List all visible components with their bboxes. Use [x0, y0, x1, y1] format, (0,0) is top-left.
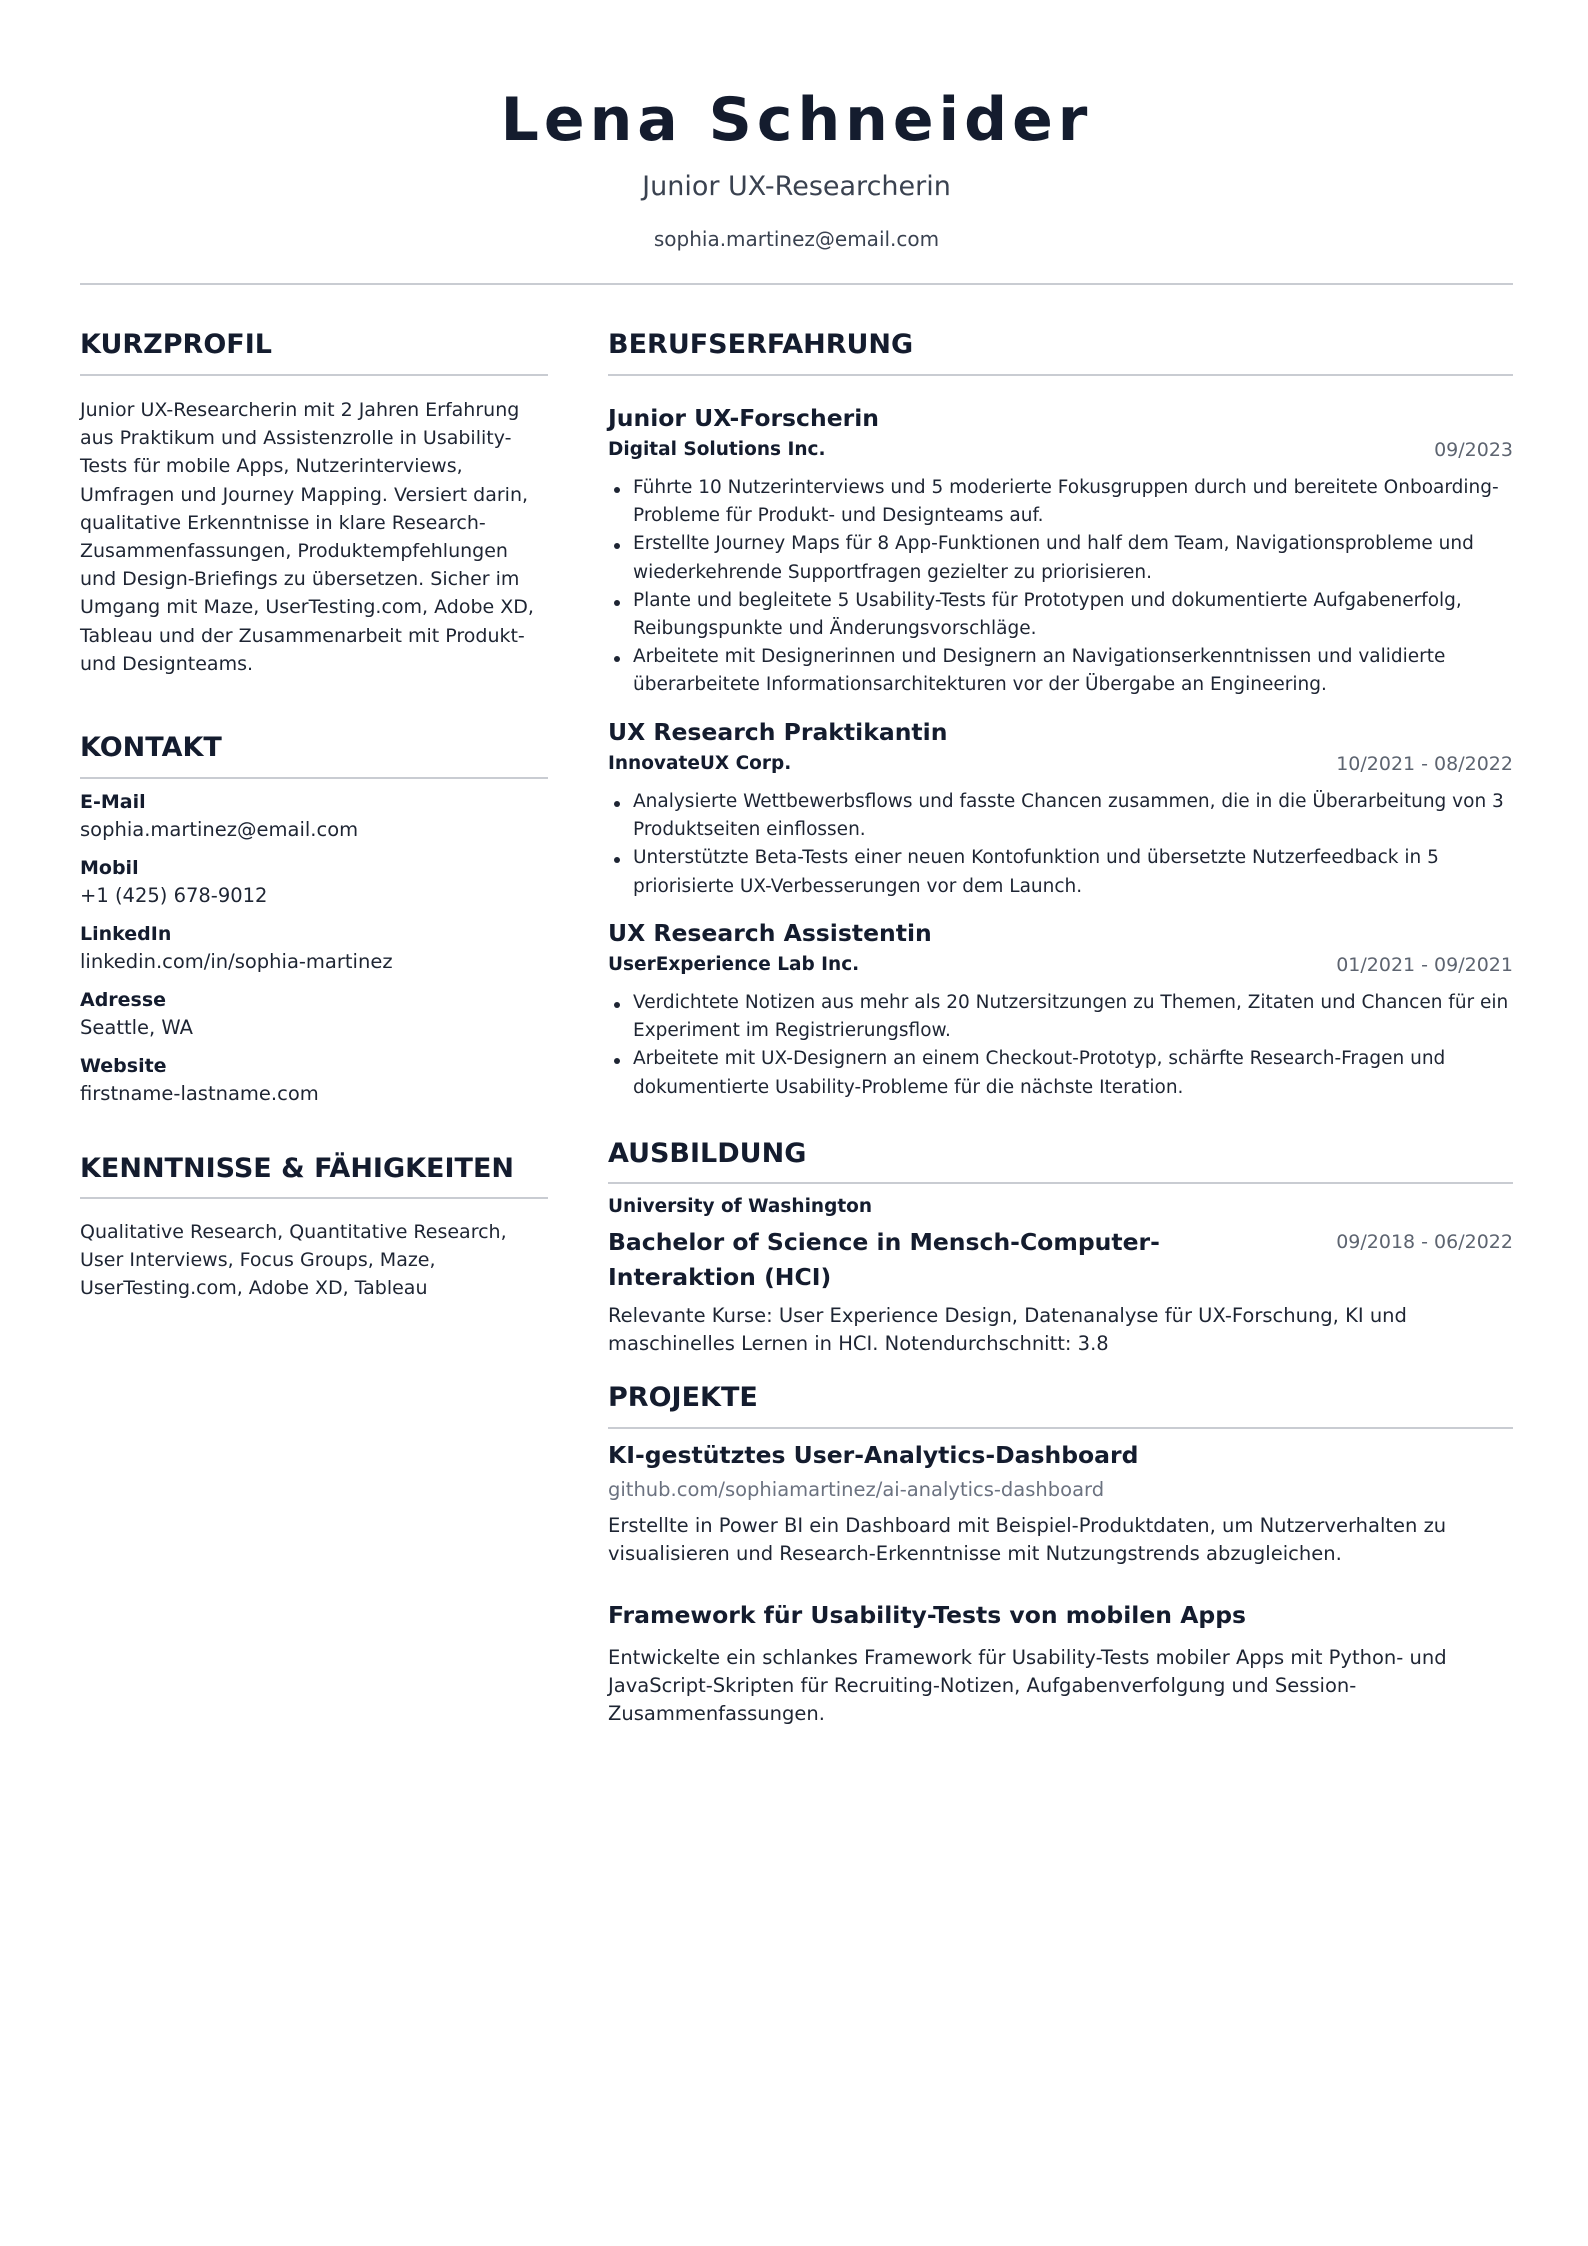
projects-divider — [608, 1427, 1513, 1429]
bullet-dot-icon — [614, 600, 620, 606]
contact-value-address: Seattle, WA — [80, 1016, 193, 1039]
job-bullet: Arbeitete mit UX-Designern an einem Checkout-Prototyp, schärfte Research-Fragen und dokumentierte Usability-Probleme für die nächste Iteration. — [608, 1045, 1513, 1101]
bullet-dot-icon — [614, 801, 620, 807]
contact-label-address: Adresse — [80, 989, 167, 1011]
bullet-dot-icon — [614, 543, 620, 549]
project-description: Entwickelte ein schlankes Framework für Usability-Tests mobiler Apps mit Python- und JavaScript-Skripten für Recruiting-Notizen, Aufgabenverfolgung und Session-Zusammenfassungen. — [608, 1646, 1447, 1726]
candidate-name: Lena Schneider — [500, 85, 1093, 155]
job-date: 10/2021 - 08/2022 — [1336, 753, 1513, 775]
job-bullet: Analysierte Wettbewerbsflows und fasste Chancen zusammen, die in die Überarbeitung von 3 Produktseiten einflossen. — [608, 788, 1513, 844]
project-link[interactable]: github.com/sophiamartinez/ai-analytics-dashboard — [608, 1478, 1105, 1501]
job-title: UX Research Assistentin — [608, 919, 932, 947]
experience-divider — [608, 374, 1513, 376]
education-date: 09/2018 - 06/2022 — [1336, 1231, 1513, 1253]
education-details: Relevante Kurse: User Experience Design, Datenanalyse für UX-Forschung, KI und maschinelles Lernen in HCI. Notendurchschnitt: 3.8 — [608, 1304, 1407, 1356]
contact-label-email: E-Mail — [80, 791, 146, 813]
contact-heading: KONTAKT — [80, 732, 222, 763]
job-bullet: Plante und begleitete 5 Usability-Tests für Prototypen und dokumentierte Aufgabenerfolg, Reibungspunkte und Änderungsvorschläge. — [608, 587, 1513, 643]
project-title: Framework für Usability-Tests von mobilen Apps — [608, 1601, 1247, 1629]
job-bullets — [608, 474, 1513, 700]
contact-label-linkedin: LinkedIn — [80, 923, 172, 945]
bullet-dot-icon — [614, 1058, 620, 1064]
contact-value-website[interactable]: firstname-lastname.com — [80, 1082, 319, 1105]
project-description: Erstellte in Power BI ein Dashboard mit Beispiel-Produktdaten, um Nutzerverhalten zu visualisieren und Research-Erkenntnisse mit Nutzungstrends abzugleichen. — [608, 1514, 1447, 1566]
job-title: Junior UX-Forscherin — [608, 404, 880, 432]
job-company: Digital Solutions Inc. — [608, 439, 826, 460]
job-bullet: Arbeitete mit Designerinnen und Designern an Navigationserkenntnissen und validierte überarbeitete Informationsarchitekturen vor der Übergabe an Engineering. — [608, 643, 1513, 699]
job-title: UX Research Praktikantin — [608, 718, 948, 746]
experience-heading: BERUFSERFAHRUNG — [608, 329, 914, 360]
contact-label-mobile: Mobil — [80, 857, 139, 879]
contact-value-mobile[interactable]: +1 (425) 678-9012 — [80, 884, 268, 907]
candidate-title: Junior UX-Researcherin — [642, 171, 951, 202]
job-bullets — [608, 989, 1513, 1102]
skills-heading: KENNTNISSE & FÄHIGKEITEN — [80, 1153, 515, 1184]
bullet-dot-icon — [614, 656, 620, 662]
bullet-dot-icon — [614, 487, 620, 493]
education-school: University of Washington — [608, 1196, 873, 1217]
profile-heading: KURZPROFIL — [80, 329, 272, 360]
job-bullet: Führte 10 Nutzerinterviews und 5 moderierte Fokusgruppen durch und bereitete Onboarding-Probleme für Produkt- und Designteams auf. — [608, 474, 1513, 530]
skills-divider — [80, 1197, 548, 1199]
job-bullet: Verdichtete Notizen aus mehr als 20 Nutzersitzungen zu Themen, Zitaten und Chancen für ein Experiment im Registrierungsflow. — [608, 989, 1513, 1045]
job-bullet: Erstellte Journey Maps für 8 App-Funktionen und half dem Team, Navigationsprobleme und wiederkehrende Supportfragen gezielter zu priorisieren. — [608, 530, 1513, 586]
contact-label-website: Website — [80, 1055, 167, 1077]
education-heading: AUSBILDUNG — [608, 1138, 807, 1169]
profile-text: Junior UX-Researcherin mit 2 Jahren Erfahrung aus Praktikum und Assistenzrolle in Usability-Tests für mobile Apps, Nutzerinterviews, Umfragen und Journey Mapping. Versiert darin, qualitative Erkenntnisse in klare Research-Zusammenfassungen, Produktempfehlungen und Design-Briefings zu übersetzen. Sicher im Umgang mit Maze, UserTesting.com, Adobe XD, Tableau und der Zusammenarbeit mit Produkt- und Designteams. — [80, 399, 534, 675]
job-company: InnovateUX Corp. — [608, 753, 792, 774]
job-bullets — [608, 788, 1513, 901]
contact-value-email[interactable]: sophia.martinez@email.com — [80, 818, 359, 841]
contact-value-linkedin[interactable]: linkedin.com/in/sophia-martinez — [80, 950, 393, 973]
project-title: KI-gestütztes User-Analytics-Dashboard — [608, 1441, 1139, 1469]
bullet-dot-icon — [614, 857, 620, 863]
projects-heading: PROJEKTE — [608, 1382, 758, 1413]
job-company: UserExperience Lab Inc. — [608, 954, 860, 975]
bullet-dot-icon — [614, 1002, 620, 1008]
job-bullet: Unterstützte Beta-Tests einer neuen Kontofunktion und übersetzte Nutzerfeedback in 5 priorisierte UX-Verbesserungen vor dem Launch. — [608, 844, 1513, 900]
header-divider — [80, 283, 1513, 285]
contact-divider — [80, 777, 548, 779]
header-email: sophia.martinez@email.com — [653, 227, 940, 251]
job-date: 09/2023 — [1434, 439, 1513, 461]
education-divider — [608, 1182, 1513, 1184]
skills-text: Qualitative Research, Quantitative Research, User Interviews, Focus Groups, Maze, UserTesting.com, Adobe XD, Tableau — [80, 1221, 507, 1300]
profile-divider — [80, 374, 548, 376]
education-degree: Bachelor of Science in Mensch-Computer-Interaktion (HCI) — [608, 1228, 1160, 1291]
job-date: 01/2021 - 09/2021 — [1336, 954, 1513, 976]
